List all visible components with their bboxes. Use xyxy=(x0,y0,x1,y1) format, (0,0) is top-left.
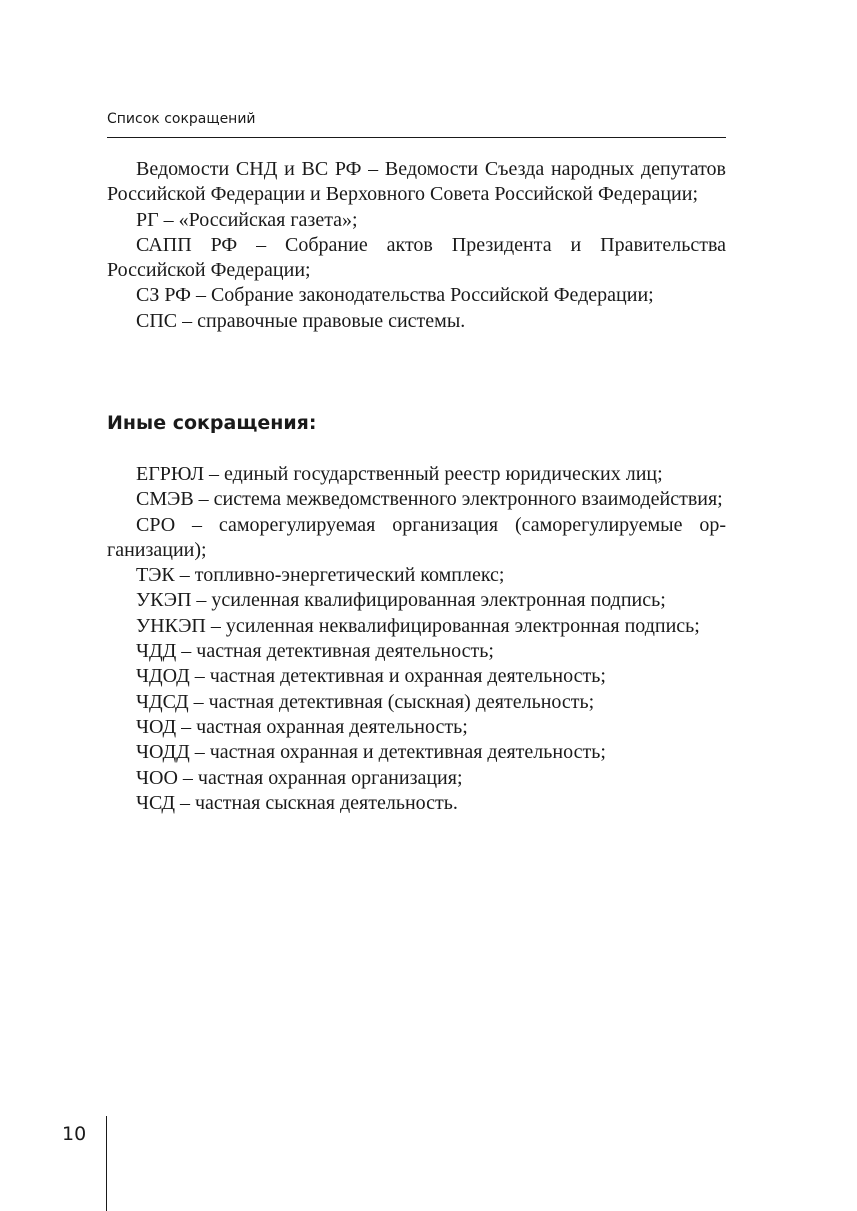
abbreviation-entry: СРО – саморегулируемая организация (саморегулируемые организации); xyxy=(107,513,726,561)
abbreviation-list-other xyxy=(107,462,726,816)
abbreviation-entry: ЧДД – частная детективная деятельность; xyxy=(136,640,494,663)
abbreviation-entry: УНКЭП – усиленная неквалифицированная электронная подпись; xyxy=(136,614,700,637)
abbreviation-entry: ЧОД – частная охранная деятельность; xyxy=(136,715,468,738)
abbreviation-entry: САПП РФ – Собрание актов Президента и Правительства Российской Федерации; xyxy=(107,233,726,282)
page-number-divider xyxy=(106,1116,107,1211)
abbreviation-entry: ЧСД – частная сыскная деятельность. xyxy=(136,791,458,814)
abbreviation-entry: СПС – справочные правовые системы. xyxy=(136,309,466,332)
abbreviation-entry: УКЭП – усиленная квалифицированная электронная подпись; xyxy=(136,589,666,612)
abbreviation-entry: ЧДОД – частная детективная и охранная деятельность; xyxy=(136,665,606,688)
page-number: 10 xyxy=(62,1123,87,1145)
abbreviation-entry: СМЭВ – система межведомственного электронного взаимодействия; xyxy=(136,488,723,511)
abbreviation-entry: СЗ РФ – Собрание законодательства Российской Федерации; xyxy=(136,284,654,307)
abbreviation-entry: ЧДСД – частная детективная (сыскная) деятельность; xyxy=(136,690,595,713)
section-heading: Иные сокращения: xyxy=(107,412,317,434)
abbreviation-entry: ЧОО – частная охранная организация; xyxy=(136,766,463,789)
abbreviation-entry: ЕГРЮЛ – единый государственный реестр юридических лиц; xyxy=(136,463,663,485)
abbreviation-entry: ЧОДД – частная охранная и детективная деятельность; xyxy=(136,741,606,764)
abbreviation-list-sources xyxy=(107,157,726,334)
abbreviation-entry: ТЭК – топливно-энергетический комплекс; xyxy=(136,564,505,587)
running-head-title: Список сокращений xyxy=(107,111,256,127)
abbreviation-entry: РГ – «Российская газета»; xyxy=(136,208,358,231)
header-divider xyxy=(107,137,726,138)
abbreviation-entry: Ведомости СНД и ВС РФ – Ведомости Съезда народных депутатов Российской Федерации и Верховного Совета Российской Федерации; xyxy=(107,158,726,206)
